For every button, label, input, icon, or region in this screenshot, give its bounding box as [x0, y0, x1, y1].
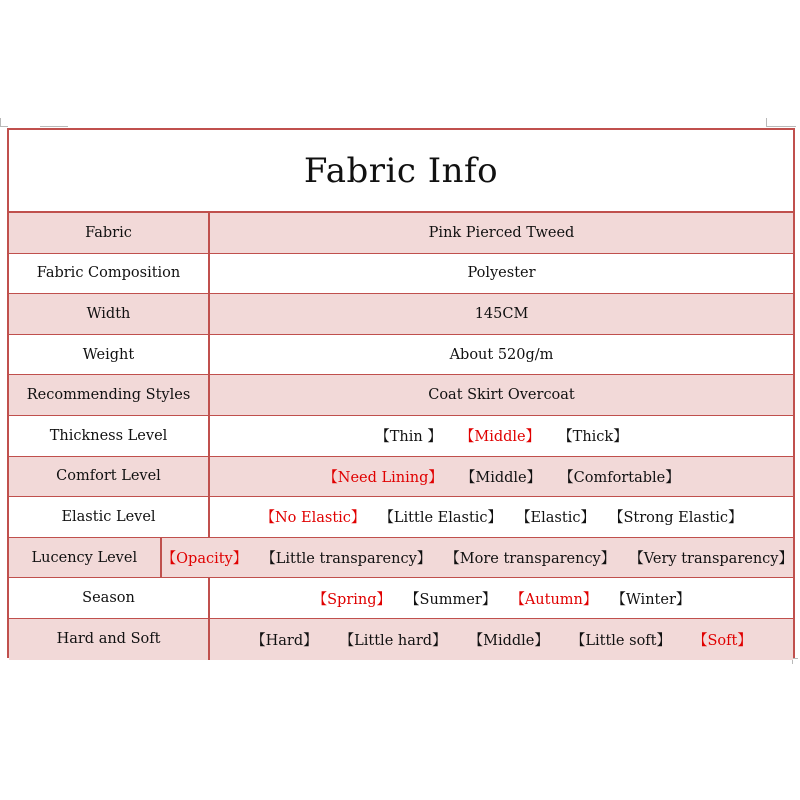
row-value	[210, 497, 793, 537]
option: 【Middle】	[468, 632, 549, 649]
row-label: Fabric	[9, 213, 210, 253]
row-value: Polyester	[467, 265, 536, 282]
row-value	[210, 457, 793, 497]
table-row	[9, 416, 793, 457]
row-value	[210, 578, 793, 618]
crop-mark	[766, 118, 767, 126]
row-value	[162, 538, 793, 578]
row-value: Coat Skirt Overcoat	[428, 387, 575, 404]
crop-mark	[0, 126, 8, 127]
crop-mark	[40, 126, 68, 127]
option: 【Summer】	[405, 591, 497, 608]
table-row	[9, 619, 793, 660]
row-value	[210, 619, 793, 660]
table-row	[9, 457, 793, 498]
crop-mark	[0, 118, 1, 126]
crop-mark	[766, 126, 796, 127]
table-row	[9, 497, 793, 538]
table-row	[9, 538, 793, 579]
option: 【Thin 】	[375, 429, 442, 446]
option: 【Little Elastic】	[379, 510, 503, 527]
table-row	[9, 578, 793, 619]
row-label: Weight	[9, 335, 210, 375]
option: 【Little soft】	[570, 632, 671, 649]
row-label: Fabric Composition	[9, 254, 210, 294]
row-label: Comfort Level	[9, 457, 210, 497]
fabric-info-table	[7, 128, 795, 658]
option-selected: 【No Elastic】	[260, 510, 366, 527]
row-label: Width	[9, 294, 210, 334]
row-label: Lucency Level	[9, 538, 162, 578]
row-value: 145CM	[474, 305, 529, 322]
option: 【Elastic】	[516, 510, 595, 527]
option: 【Little hard】	[339, 632, 447, 649]
row-label: Recommending Styles	[9, 375, 210, 415]
option: 【Thick】	[558, 429, 628, 446]
option-selected: 【Opacity】	[161, 551, 248, 568]
option: 【Winter】	[611, 591, 691, 608]
row-value	[210, 416, 793, 456]
option-selected: 【Autumn】	[510, 591, 598, 608]
option: 【Strong Elastic】	[608, 510, 743, 527]
table-row	[9, 254, 793, 295]
option: 【Very transparency】	[629, 551, 793, 568]
row-label: Hard and Soft	[9, 619, 210, 660]
option: 【Comfortable】	[559, 469, 680, 486]
row-value: About 520g/m	[449, 346, 554, 363]
title-row	[9, 130, 793, 213]
option: 【More transparency】	[445, 551, 616, 568]
table-row	[9, 375, 793, 416]
table-row	[9, 335, 793, 376]
table-row	[9, 294, 793, 335]
row-label: Elastic Level	[9, 497, 210, 537]
option: 【Middle】	[460, 469, 542, 486]
option-selected: 【Middle】	[459, 429, 541, 446]
page-title: Fabric Info	[303, 150, 499, 191]
row-label: Season	[9, 578, 210, 618]
option-selected: 【Soft】	[693, 632, 752, 649]
option: 【Little transparency】	[261, 551, 432, 568]
table-body	[9, 213, 793, 660]
row-value: Pink Pierced Tweed	[428, 224, 575, 241]
table-row	[9, 213, 793, 254]
option-selected: 【Spring】	[312, 591, 392, 608]
row-label: Thickness Level	[9, 416, 210, 456]
option-selected: 【Need Lining】	[323, 469, 443, 486]
option: 【Hard】	[251, 632, 318, 649]
